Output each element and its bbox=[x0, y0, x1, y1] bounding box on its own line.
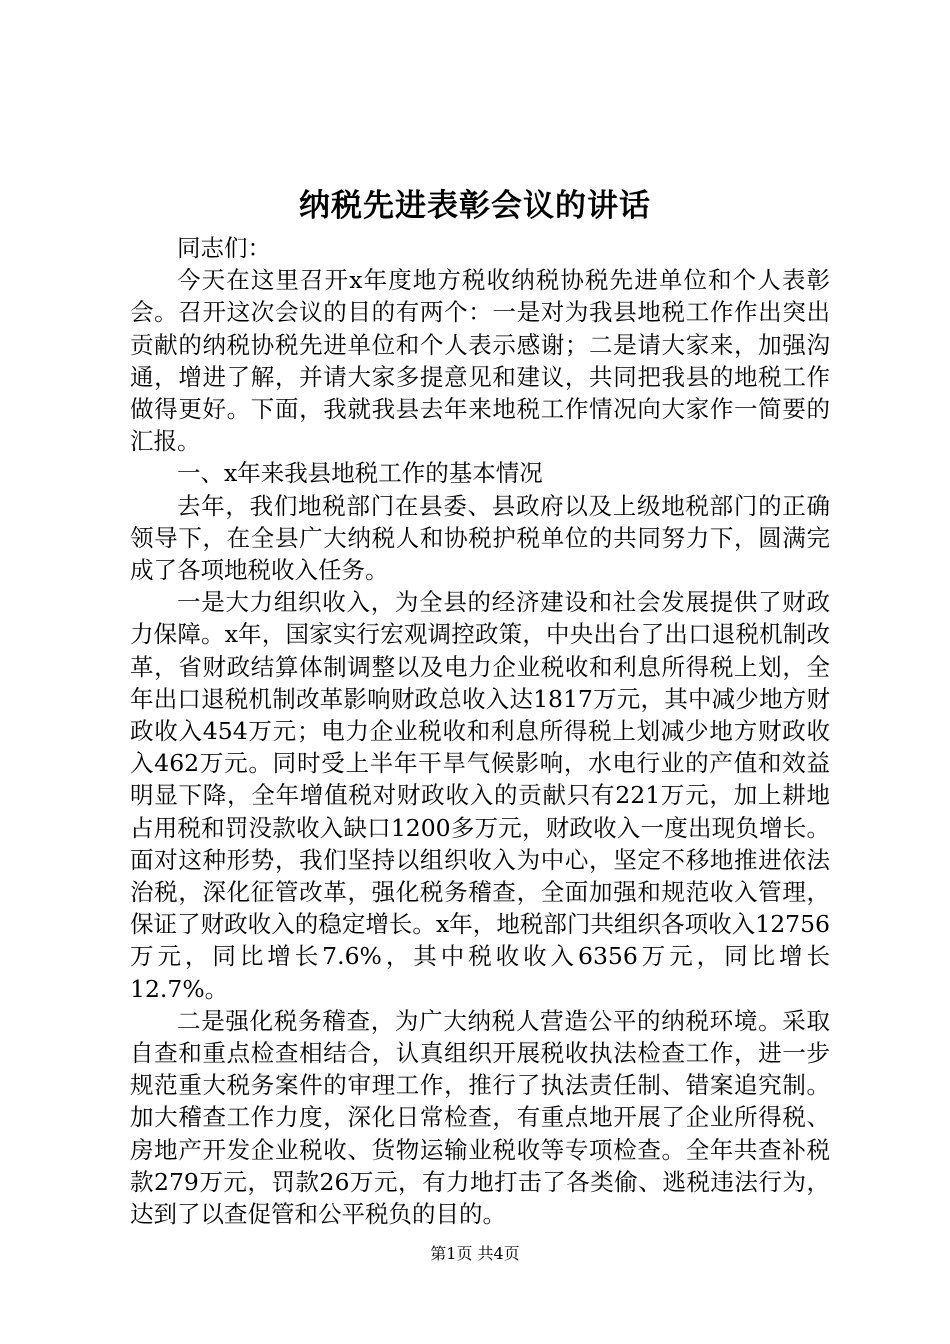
section-heading: 一、x年来我县地税工作的基本情况 bbox=[177, 459, 543, 488]
document-title: 纳税先进表彰会议的讲话 bbox=[299, 188, 651, 224]
paragraph-inspection: 二是强化税务稽查，为广大纳税人营造公平的纳税环境。采取自查和重点检查相结合，认真组织开展税收执法检查工作，进一步规范重大税务案件的审理工作，推行了执法责任制、错案追究制。加大稽查工作力度，深化日常检查，有重点地开展了企业所得税、房地产开发企业税收、货物运输业税收等专项检查。全年共查补税款279万元，罚款26万元，有力地打击了各类偷、逃税违法行为，达到了以查促管和公平税负的目的。 bbox=[130, 1006, 830, 1229]
paragraph-overview: 去年，我们地税部门在县委、县政府以及上级地税部门的正确领导下，在全县广大纳税人和协税护税单位的共同努力下，圆满完成了各项地税收入任务。 bbox=[130, 491, 830, 585]
document-body bbox=[130, 232, 830, 1230]
paragraph-revenue: 一是大力组织收入，为全县的经济建设和社会发展提供了财政力保障。x年，国家实行宏观调控政策，中央出台了出口退税机制改革，省财政结算体制调整以及电力企业税收和利息所得税上划，全年出口退税机制改革影响财政总收入达1817万元，其中减少地方财政收入454万元；电力企业税收和利息所得税上划减少地方财政收入462万元。同时受上半年干旱气候影响，水电行业的产值和效益明显下降，全年增值税对财政收入的贡献只有221万元，加上耕地占用税和罚没款收入缺口1200多万元，财政收入一度出现负增长。面对这种形势，我们坚持以组织收入为中心，坚定不移地推进依法治税，深化征管改革，强化税务稽查，全面加强和规范收入管理，保证了财政收入的稳定增长。x年，地税部门共组织各项收入12756万元，同比增长7.6%，其中税收收入6356万元，同比增长12.7%。 bbox=[130, 588, 830, 1003]
paragraph-intro: 今天在这里召开x年度地方税收纳税协税先进单位和个人表彰会。召开这次会议的目的有两个：一是对为我县地税工作作出突出贡献的纳税协税先进单位和个人表示感谢；二是请大家来，加强沟通，增进了解，并请大家多提意见和建议，共同把我县的地税工作做得更好。下面，我就我县去年来地税工作情况向大家作一简要的汇报。 bbox=[130, 266, 830, 456]
paragraph-salutation: 同志们： bbox=[177, 234, 271, 262]
page-number: 第1页 共4页 bbox=[430, 1244, 520, 1263]
